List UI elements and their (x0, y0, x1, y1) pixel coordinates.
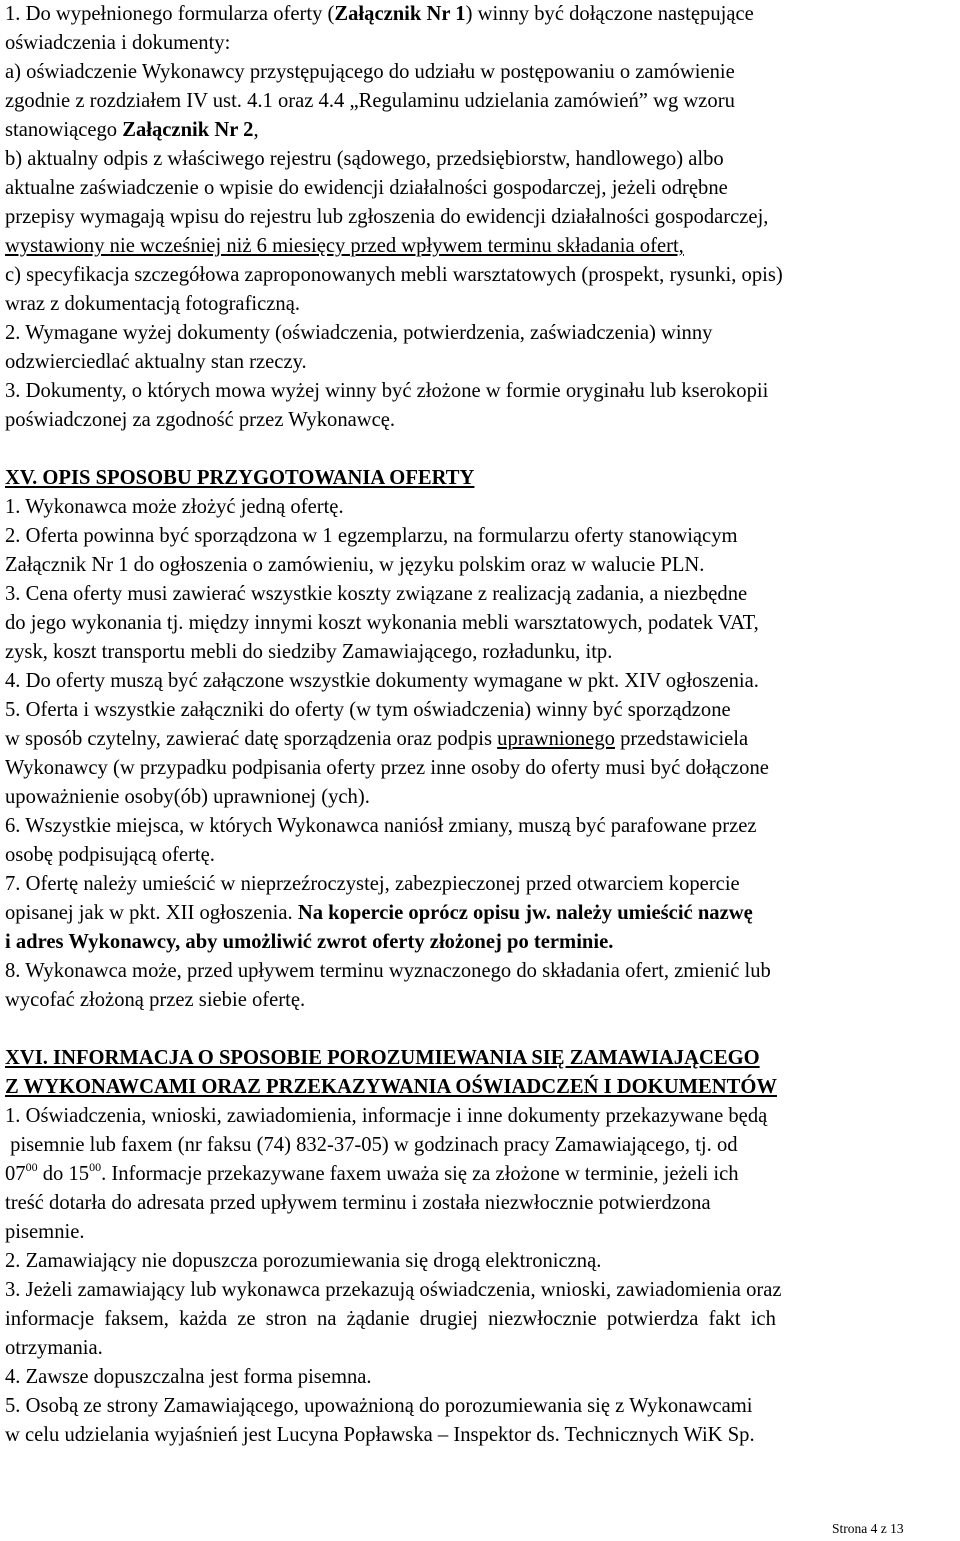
text-line: 5. Oferta i wszystkie załączniki do oferty (w tym oświadczenia) winny być sporządzone (5, 699, 731, 721)
text-line: 1. Oświadczenia, wnioski, zawiadomienia, informacje i inne dokumenty przekazywane będą (5, 1105, 768, 1127)
text-line: informacje faksem, każda ze stron na żądanie drugiej niezwłocznie potwierdza fakt ich (5, 1308, 776, 1330)
text-line: pisemnie. (5, 1221, 85, 1243)
text-line: osobę podpisującą ofertę. (5, 844, 215, 866)
section-heading-xv: XV. OPIS SPOSOBU PRZYGOTOWANIA OFERTY (5, 467, 475, 489)
text-line-underlined: wystawiony nie wcześniej niż 6 miesięcy przed wpływem terminu składania ofert, (5, 235, 684, 257)
text-line: 2. Zamawiający nie dopuszcza porozumiewania się drogą elektroniczną. (5, 1250, 602, 1272)
text-line: pisemnie lub faxem (nr faksu (74) 832-37-05) w godzinach pracy Zamawiającego, tj. od (5, 1134, 738, 1156)
text-line: 6. Wszystkie miejsca, w których Wykonawca naniósł zmiany, muszą być parafowane przez (5, 815, 757, 837)
underlined-word: uprawnionego (497, 728, 615, 750)
section-heading-xvi: XVI. INFORMACJA O SPOSOBIE POROZUMIEWANIA SIĘ ZAMAWIAJĄCEGO (5, 1047, 760, 1069)
text-line: 7. Ofertę należy umieścić w nieprzeźroczystej, zabezpieczonej przed otwarciem kopercie (5, 873, 740, 895)
document-body (5, 0, 955, 1450)
text-line: wycofać złożoną przez siebie ofertę. (5, 989, 306, 1011)
attachment-1-ref: Załącznik Nr 1 (334, 3, 466, 25)
text-line: upoważnienie osoby(ób) uprawnionej (ych). (5, 786, 370, 808)
text-line: w sposób czytelny, zawierać datę sporządzenia oraz podpis uprawnionego przedstawiciela (5, 728, 749, 750)
text-line: Załącznik Nr 1 do ogłoszenia o zamówieniu, w języku polskim oraz w walucie PLN. (5, 554, 705, 576)
section-heading-xvi-cont: Z WYKONAWCAMI ORAZ PRZEKAZYWANIA OŚWIADCZEŃ I DOKUMENTÓW (5, 1076, 777, 1098)
text-line: poświadczonej za zgodność przez Wykonawcę. (5, 409, 396, 431)
text-line: odzwierciedlać aktualny stan rzeczy. (5, 351, 307, 373)
text-line: 1. Wykonawca może złożyć jedną ofertę. (5, 496, 344, 518)
spacer (5, 1015, 955, 1044)
text-line: 3. Dokumenty, o których mowa wyżej winny być złożone w formie oryginału lub kserokopii (5, 380, 769, 402)
text-line: zysk, koszt transportu mebli do siedziby Zamawiającego, rozładunku, itp. (5, 641, 613, 663)
spacer (5, 435, 955, 464)
attachment-2-ref: Załącznik Nr 2 (122, 119, 254, 141)
text-line: 3. Jeżeli zamawiający lub wykonawca przekazują oświadczenia, wnioski, zawiadomienia oraz (5, 1279, 782, 1301)
text-line: oświadczenia i dokumenty: (5, 32, 231, 54)
text-line: 8. Wykonawca może, przed upływem terminu wyznaczonego do składania ofert, zmienić lub (5, 960, 771, 982)
text-line: do jego wykonania tj. między innymi koszt wykonania mebli warsztatowych, podatek VAT, (5, 612, 759, 634)
text-line: stanowiącego Załącznik Nr 2, (5, 119, 259, 141)
text-line: wraz z dokumentacją fotograficzną. (5, 293, 301, 315)
text-line: 1. Do wypełnionego formularza oferty (Załącznik Nr 1) winny być dołączone następujące (5, 3, 754, 25)
text-line: $07^{00}$ do $15^{00}$. Informacje przekazywane faxem uważa się za złożone w terminie, jeżeli ich (5, 1160, 739, 1185)
text-line: treść dotarła do adresata przed upływem terminu i została niezwłocznie potwierdzona (5, 1192, 711, 1214)
text-line: 2. Oferta powinna być sporządzona w 1 egzemplarzu, na formularzu oferty stanowiącym (5, 525, 738, 547)
text-line: 5. Osobą ze strony Zamawiającego, upoważnioną do porozumiewania się z Wykonawcami (5, 1395, 753, 1417)
text-line: opisanej jak w pkt. XII ogłoszenia. Na kopercie oprócz opisu jw. należy umieścić nazwę (5, 902, 753, 924)
text-line: aktualne zaświadczenie o wpisie do ewidencji działalności gospodarczej, jeżeli odrębne (5, 177, 728, 199)
text-line: w celu udzielania wyjaśnień jest Lucyna Popławska – Inspektor ds. Technicznych WiK Sp. (5, 1424, 755, 1446)
page-number: Strona 4 z 13 (832, 1521, 904, 1536)
bold-instruction-line: i adres Wykonawcy, aby umożliwić zwrot oferty złożonej po terminie. (5, 931, 614, 953)
text-line: zgodnie z rozdziałem IV ust. 4.1 oraz 4.4 „Regulaminu udzielania zamówień” wg wzoru (5, 90, 735, 112)
bold-instruction: Na kopercie oprócz opisu jw. należy umieścić nazwę (297, 902, 753, 924)
text-line: 4. Do oferty muszą być załączone wszystkie dokumenty wymagane w pkt. XIV ogłoszenia. (5, 670, 759, 692)
text-line: Wykonawcy (w przypadku podpisania oferty przez inne osoby do oferty musi być dołączone (5, 757, 769, 779)
text-line: 2. Wymagane wyżej dokumenty (oświadczenia, potwierdzenia, zaświadczenia) winny (5, 322, 713, 344)
text-line: b) aktualny odpis z właściwego rejestru (sądowego, przedsiębiorstw, handlowego) albo (5, 148, 724, 170)
text-line: a) oświadczenie Wykonawcy przystępującego do udziału w postępowaniu o zamówienie (5, 61, 735, 83)
text-line: c) specyfikacja szczegółowa zaproponowanych mebli warsztatowych (prospekt, rysunki, opis) (5, 264, 783, 286)
text-line: otrzymania. (5, 1337, 103, 1359)
text-line: 3. Cena oferty musi zawierać wszystkie koszty związane z realizacją zadania, a niezbędne (5, 583, 748, 605)
text-line: 4. Zawsze dopuszczalna jest forma pisemna. (5, 1366, 372, 1388)
text-line: przepisy wymagają wpisu do rejestru lub zgłoszenia do ewidencji działalności gospodarczej, (5, 206, 769, 228)
